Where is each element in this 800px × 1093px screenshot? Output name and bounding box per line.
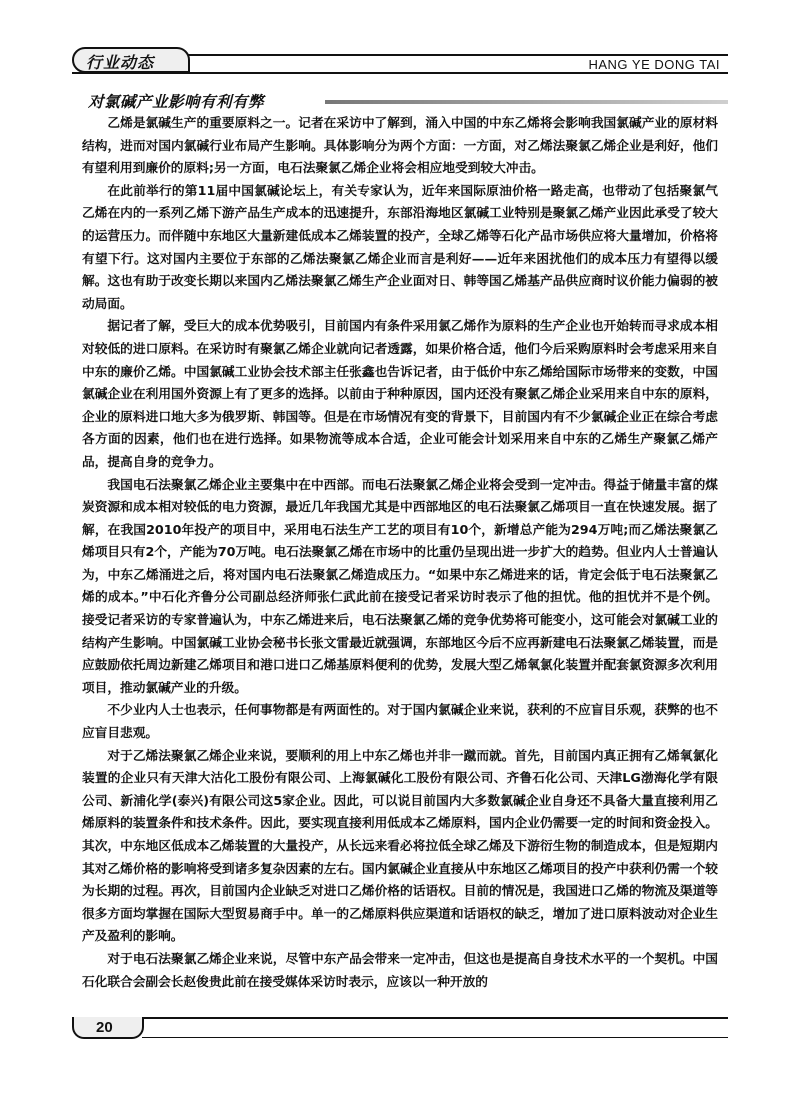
- article-paragraph: 在此前举行的第11届中国氯碱论坛上，有关专家认为，近年来国际原油价格一路走高，也带动了包括聚氯气乙烯在内的一系列乙烯下游产品生产成本的迅速提升，东部沿海地区氯碱工业特别是聚氯乙烯产业因此承受了较大的运营压力。而伴随中东地区大量新建低成本乙烯装置的投产，全球乙烯等石化产品市场供应将大量增加，价格将有望下行。这对国内主要位于东部的乙烯法聚氯乙烯企业而言是利好——近年来困扰他们的成本压力有望得以缓解。这也有助于改变长期以来国内乙烯法聚氯乙烯生产企业面对日、韩等国乙烯基产品供应商时议价能力偏弱的被动局面。: [82, 182, 718, 311]
- header-rule-top: [188, 54, 728, 56]
- article-paragraph: 对于乙烯法聚氯乙烯企业来说，要顺利的用上中东乙烯也并非一蹴而就。首先，目前国内真正拥有乙烯氧氯化装置的企业只有天津大沽化工股份有限公司、上海氯碱化工股份有限公司、齐鲁石化公司、天津LG渤海化学有限公司、新浦化学(泰兴)有限公司这5家企业。因此，可以说目前国内大多数氯碱企业自身还不具备大量直接利用乙烯原料的装置条件和技术条件。因此，要实现直接利用低成本乙烯原料，国内企业仍需要一定的时间和资金投入。其次，中东地区低成本乙烯装置的大量投产，从长远来看必将拉低全球乙烯及下游衍生物的制造成本，但是短期内其对乙烯价格的影响将受到诸多复杂因素的左右。国内氯碱企业直接从中东地区乙烯项目的投产中获利仍需一个较为长期的过程。再次，目前国内企业缺乏对进口乙烯价格的话语权。目前的情况是，我国进口乙烯的物流及渠道等很多方面均掌握在国际大型贸易商手中。单一的乙烯原料供应渠道和话语权的缺乏，增加了进口原料波动对企业生产及盈利的影响。: [82, 747, 718, 944]
- page-number: 20: [96, 1019, 113, 1036]
- article-title-rule: [325, 100, 728, 104]
- footer-rule: [72, 1017, 728, 1019]
- header-rule-bottom: [72, 72, 728, 74]
- article-paragraph: 据记者了解，受巨大的成本优势吸引，目前国内有条件采用氯乙烯作为原料的生产企业也开始转而寻求成本相对较低的进口原料。在采访时有聚氯乙烯企业就向记者透露，如果价格合适，他们今后采购原料时会考虑采用来自中东的廉价乙烯。中国氯碱工业协会技术部主任张鑫也告诉记者，由于低价中东乙烯给国际市场带来的变数，中国氯碱企业在利用国外资源上有了更多的选择。以前由于种种原因，国内还没有聚氯乙烯企业采用来自中东的原料，企业的原料进口地大多为俄罗斯、韩国等。但是在市场情况有变的背景下，目前国内有不少氯碱企业正在综合考虑各方面的因素，他们也在进行选择。如果物流等成本合适，企业可能会计划采用来自中东的乙烯生产聚氯乙烯产品，提高自身的竞争力。: [82, 318, 718, 469]
- article-title: 对氯碱产业影响有利有弊: [88, 93, 265, 111]
- article-paragraph: 对于电石法聚氯乙烯企业来说，尽管中东产品会带来一定冲击，但这也是提高自身技术水平的一个契机。中国石化联合会副会长赵俊贵此前在接受媒体采访时表示，应该以一种开放的: [82, 950, 718, 989]
- article-paragraph: 我国电石法聚氯乙烯企业主要集中在中西部。而电石法聚氯乙烯企业将会受到一定冲击。得益于储量丰富的煤炭资源和成本相对较低的电力资源，最近几年我国尤其是中西部地区的电石法聚氯乙烯项目一直在快速发展。据了解，在我国2010年投产的项目中，采用电石法生产工艺的项目有10个，新增总产能为294万吨;而乙烯法聚氯乙烯项目只有2个，产能为70万吨。电石法聚氯乙烯在市场中的比重仍呈现出进一步扩大的趋势。但业内人士普遍认为，中东乙烯涌进之后，将对国内电石法聚氯乙烯造成压力。“如果中东乙烯进来的话，肯定会低于电石法聚氯乙烯的成本。”中石化齐鲁分公司副总经济师张仁武此前在接受记者采访时表示了他的担忧。他的担忧并不是个例。接受记者采访的专家普遍认为，中东乙烯进来后，电石法聚氯乙烯的竞争优势将可能变小，这可能会对氯碱工业的结构产生影响。中国氯碱工业协会秘书长张文雷最近就强调，东部地区今后不应再新建电石法聚氯乙烯装置，而是应鼓励依托周边新建乙烯项目和港口进口乙烯基原料便利的优势，发展大型乙烯氧氯化装置并配套氯资源多次利用项目，推动氯碱产业的升级。: [82, 476, 718, 695]
- article-paragraph: 不少业内人士也表示，任何事物都是有两面性的。对于国内氯碱企业来说，获利的不应盲目乐观，获弊的也不应盲目悲观。: [82, 702, 718, 741]
- header-section-title-en: HANG YE DONG TAI: [588, 57, 720, 72]
- footer-rule-bottom: [142, 1037, 728, 1038]
- article-body: [82, 112, 718, 993]
- header-section-title: 行业动态: [86, 53, 155, 72]
- article-paragraph: 乙烯是氯碱生产的重要原料之一。记者在采访中了解到，涌入中国的中东乙烯将会影响我国氯碱产业的原材料结构，进而对国内氯碱行业布局产生影响。具体影响分为两个方面：一方面，对乙烯法聚氯乙烯企业是利好，他们有望利用到廉价的原料;另一方面，电石法聚氯乙烯企业将会相应地受到较大冲击。: [82, 115, 718, 176]
